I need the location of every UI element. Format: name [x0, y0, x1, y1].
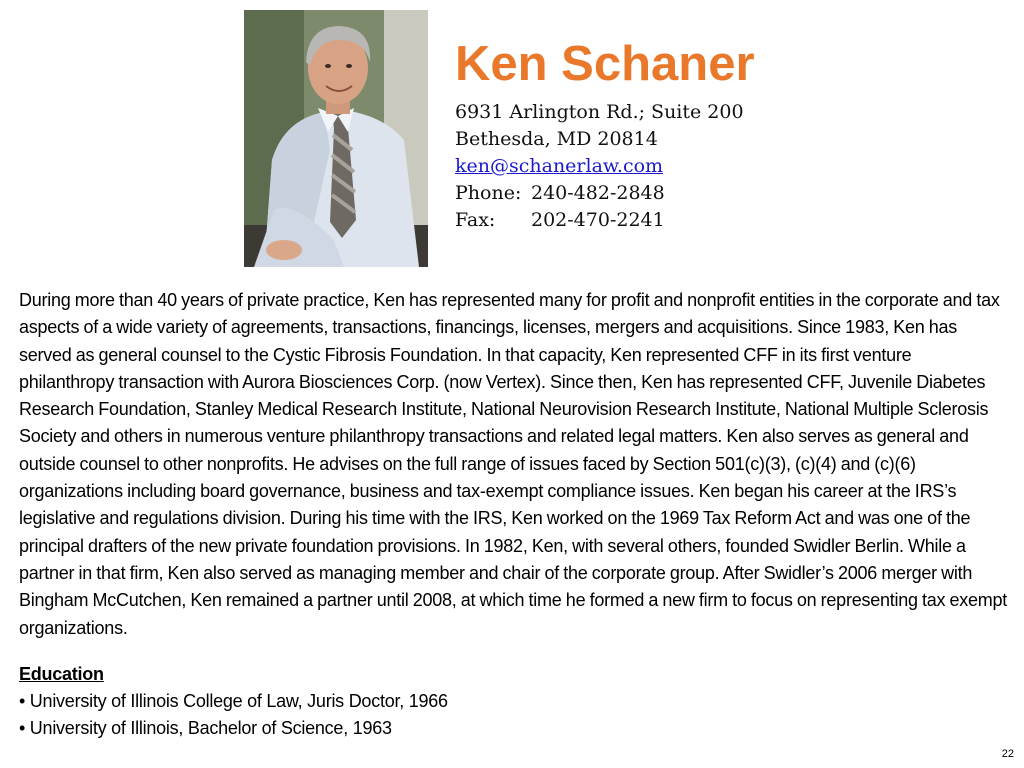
phone-label: Phone: [455, 182, 522, 204]
page-number: 22 [1001, 748, 1014, 760]
education-section [19, 661, 448, 742]
phone-row [455, 180, 744, 207]
address-line-1: 6931 Arlington Rd.; Suite 200 [455, 101, 744, 123]
profile-photo [244, 10, 428, 267]
education-item: • University of Illinois, Bachelor of Science, 1963 [19, 718, 392, 738]
email-row [455, 153, 744, 180]
address-line-2: Bethesda, MD 20814 [455, 128, 658, 150]
fax-row [455, 207, 744, 234]
contact-block [455, 99, 744, 234]
fax-number: 202-470-2241 [531, 209, 665, 231]
person-name: Ken Schaner [455, 37, 755, 91]
education-heading: Education [19, 664, 104, 684]
fax-label: Fax: [455, 209, 496, 231]
email-link[interactable]: ken@schanerlaw.com [455, 155, 664, 177]
education-item: • University of Illinois College of Law, Juris Doctor, 1966 [19, 691, 448, 711]
biography-paragraph: During more than 40 years of private practice, Ken has represented many for profit and nonprofit entities in the corporate and tax aspects of a wide variety of agreements, transactions, financings, licenses, mergers and acquisitions. Since 1983, Ken has served as general counsel to the Cystic Fibrosis Foundation. In that capacity, Ken represented CFF in its first venture philanthropy transaction with Aurora Biosciences Corp. (now Vertex). Since then, Ken has represented CFF, Juvenile Diabetes Research Foundation, Stanley Medical Research Institute, National Neurovision Research Institute, National Multiple Sclerosis Society and others in numerous venture philanthropy transactions and related legal matters. Ken also serves as general and outside counsel to other nonprofits. He advises on the full range of issues faced by Section 501(c)(3), (c)(4) and (c)(6) organizations including board governance, business and tax-exempt compliance issues. Ken began his career at the IRS’s legislative and regulations division. During his time with the IRS, Ken worked on the 1969 Tax Reform Act and was one of the principal drafters of the new private foundation provisions. In 1982, Ken, with several others, founded Swidler Berlin. While a partner in that firm, Ken also served as managing member and chair of the corporate group. After Swidler’s 2006 merger with Bingham McCutchen, Ken remained a partner until 2008, at which time he formed a new firm to focus on representing tax exempt organizations. [19, 290, 1008, 638]
phone-number: 240-482-2848 [531, 182, 665, 204]
